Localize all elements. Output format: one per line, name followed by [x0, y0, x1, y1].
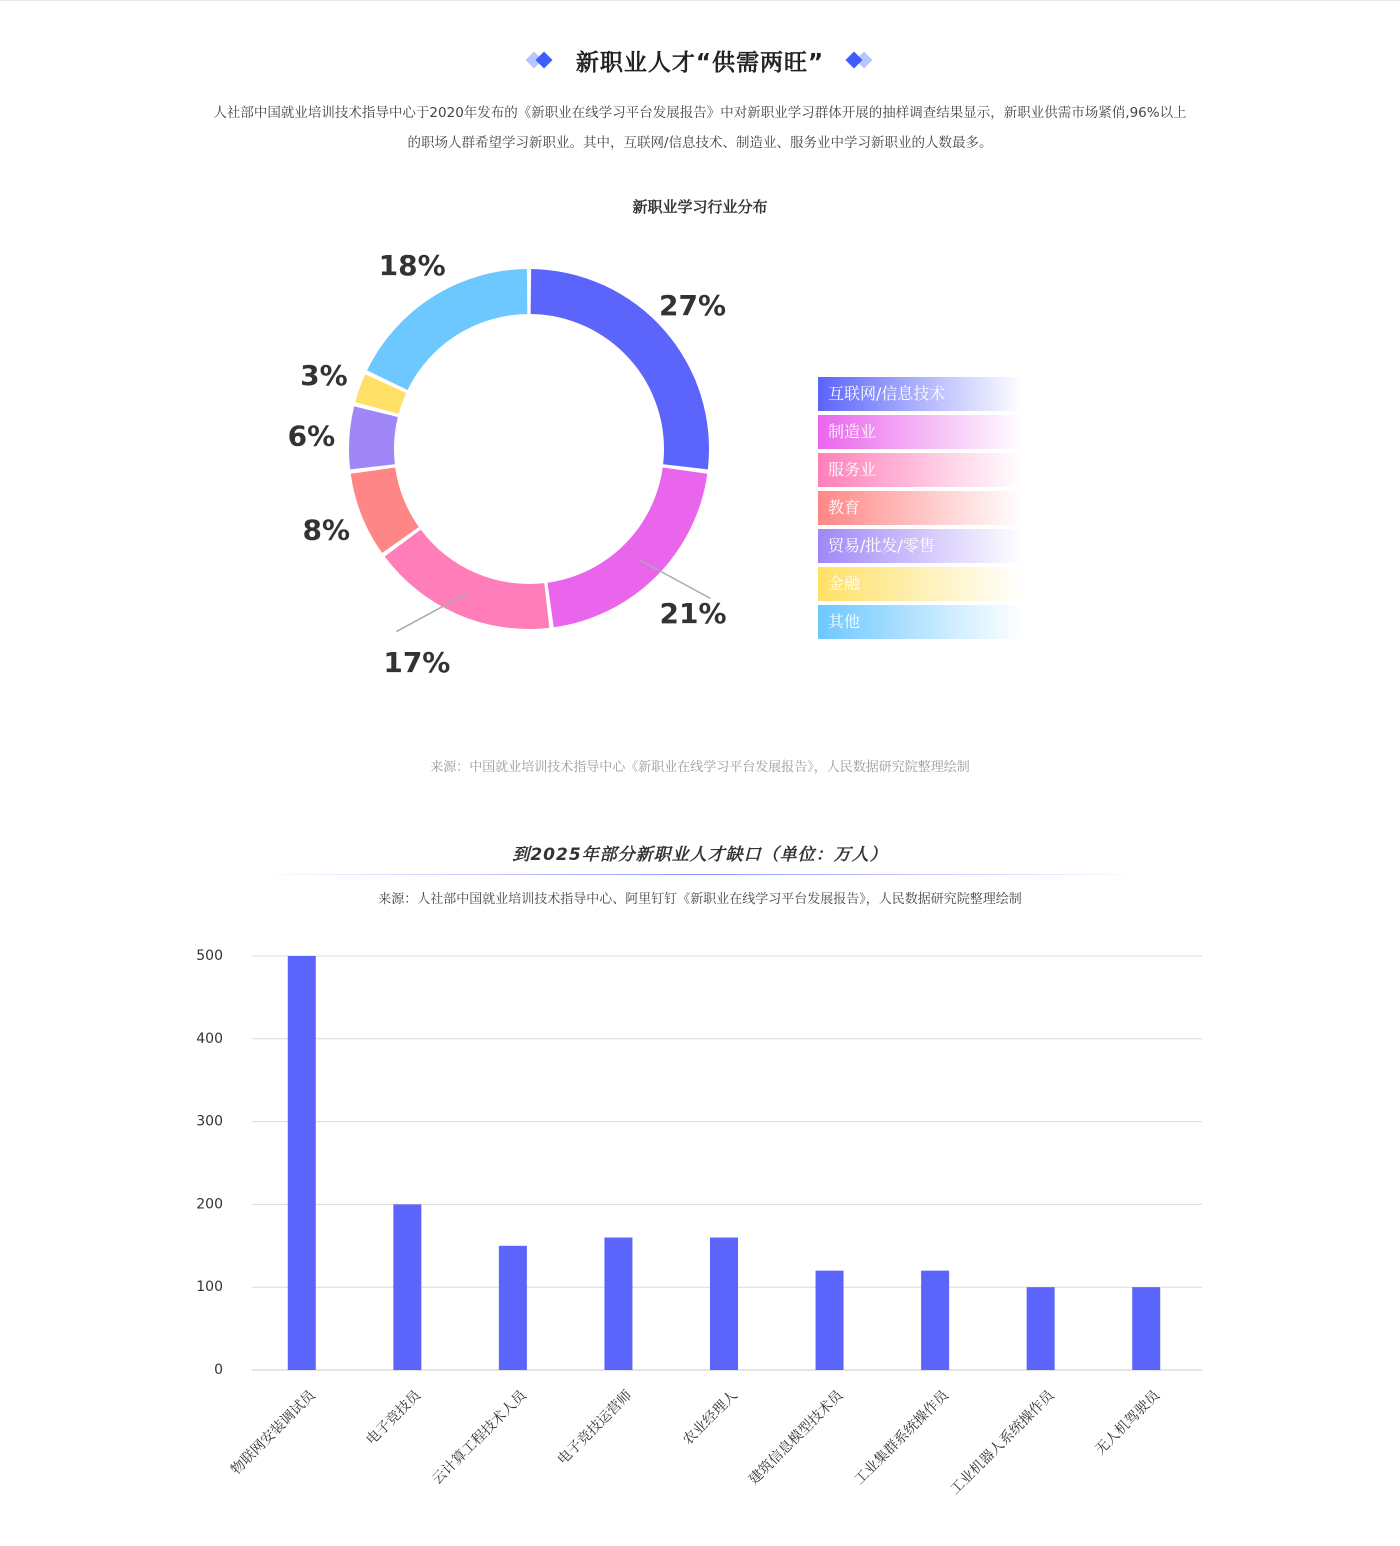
bar-chart-title: 到2025年部分新职业人才缺口（单位：万人）: [512, 845, 888, 865]
donut-source-note: 来源：中国就业培训技术指导中心《新职业在线学习平台发展报告》，人民数据研究院整理绘制: [430, 760, 970, 775]
y-tick-label: 200: [196, 1196, 223, 1213]
bar: [1027, 1287, 1055, 1370]
legend-item: 贸易/批发/零售: [818, 529, 1023, 563]
x-tick-label: 云计算工程技术人员: [429, 1387, 530, 1488]
legend-item: 服务业: [818, 453, 1023, 487]
bar-source-note: 来源：人社部中国就业培训技术指导中心、阿里钉钉《新职业在线学习平台发展报告》，人民数据研究院整理绘制: [378, 892, 1022, 907]
intro-paragraph: 人社部中国就业培训技术指导中心于2020年发布的《新职业在线学习平台发展报告》中对新职业学习群体开展的抽样调查结果显示，新职业供需市场紧俏,96%以上的职场人群希望学习新职业。其中，互联网/信息技术、制造业、服务业中学习新职业的人数最多。: [213, 105, 1187, 151]
legend-item: 教育: [818, 491, 1023, 525]
donut-data-label: 17%: [383, 645, 451, 679]
donut-data-label: 21%: [659, 597, 727, 631]
legend-item: 制造业: [818, 415, 1023, 449]
donut-data-label: 18%: [378, 248, 446, 282]
donut-data-label: 8%: [302, 513, 351, 547]
x-tick-label: 农业经理人: [680, 1387, 741, 1449]
x-tick-label: 无人机驾驶员: [1092, 1387, 1164, 1459]
y-tick-label: 500: [196, 948, 223, 964]
bar: [921, 1271, 949, 1370]
donut-slice: [349, 406, 398, 469]
x-tick-label: 物联网安装调试员: [228, 1387, 319, 1479]
bar-title-underline: [255, 874, 1145, 875]
legend-item: 互联网/信息技术: [818, 377, 1023, 411]
x-tick-label: 电子竞技员: [363, 1387, 425, 1449]
bar-chart: [0, 930, 1400, 1530]
donut-data-label: 27%: [659, 288, 727, 322]
y-tick-label: 0: [214, 1362, 223, 1378]
legend-item: 其他: [818, 605, 1023, 639]
x-tick-label: 工业机器人系统操作员: [947, 1387, 1058, 1498]
diamond-icon: [842, 51, 874, 71]
bar: [393, 1204, 421, 1370]
x-tick-label: 工业集群系统操作员: [851, 1387, 952, 1488]
donut-chart-title: 新职业学习行业分布: [632, 198, 768, 216]
donut-legend: [818, 377, 1023, 643]
bar: [499, 1246, 527, 1370]
donut-slice: [385, 530, 550, 629]
y-tick-label: 400: [196, 1030, 223, 1047]
top-divider: [0, 0, 1400, 1]
bar: [288, 956, 316, 1370]
diamond-icon: [526, 51, 558, 71]
legend-item: 金融: [818, 567, 1023, 601]
x-tick-label: 建筑信息模型技术员: [745, 1387, 847, 1488]
donut-slice: [367, 269, 527, 390]
bar: [604, 1238, 632, 1370]
bar: [1132, 1287, 1160, 1370]
donut-data-label: 6%: [287, 419, 336, 453]
bar: [816, 1271, 844, 1370]
donut-data-label: 3%: [300, 359, 348, 393]
donut-chart: [280, 240, 760, 680]
y-tick-label: 300: [196, 1113, 223, 1130]
page-title: 新职业人才“供需两旺”: [575, 50, 825, 76]
x-tick-label: 电子竞技运营师: [554, 1387, 636, 1469]
y-tick-label: 100: [196, 1279, 223, 1296]
bar: [710, 1238, 738, 1370]
section-header: [0, 44, 1400, 77]
